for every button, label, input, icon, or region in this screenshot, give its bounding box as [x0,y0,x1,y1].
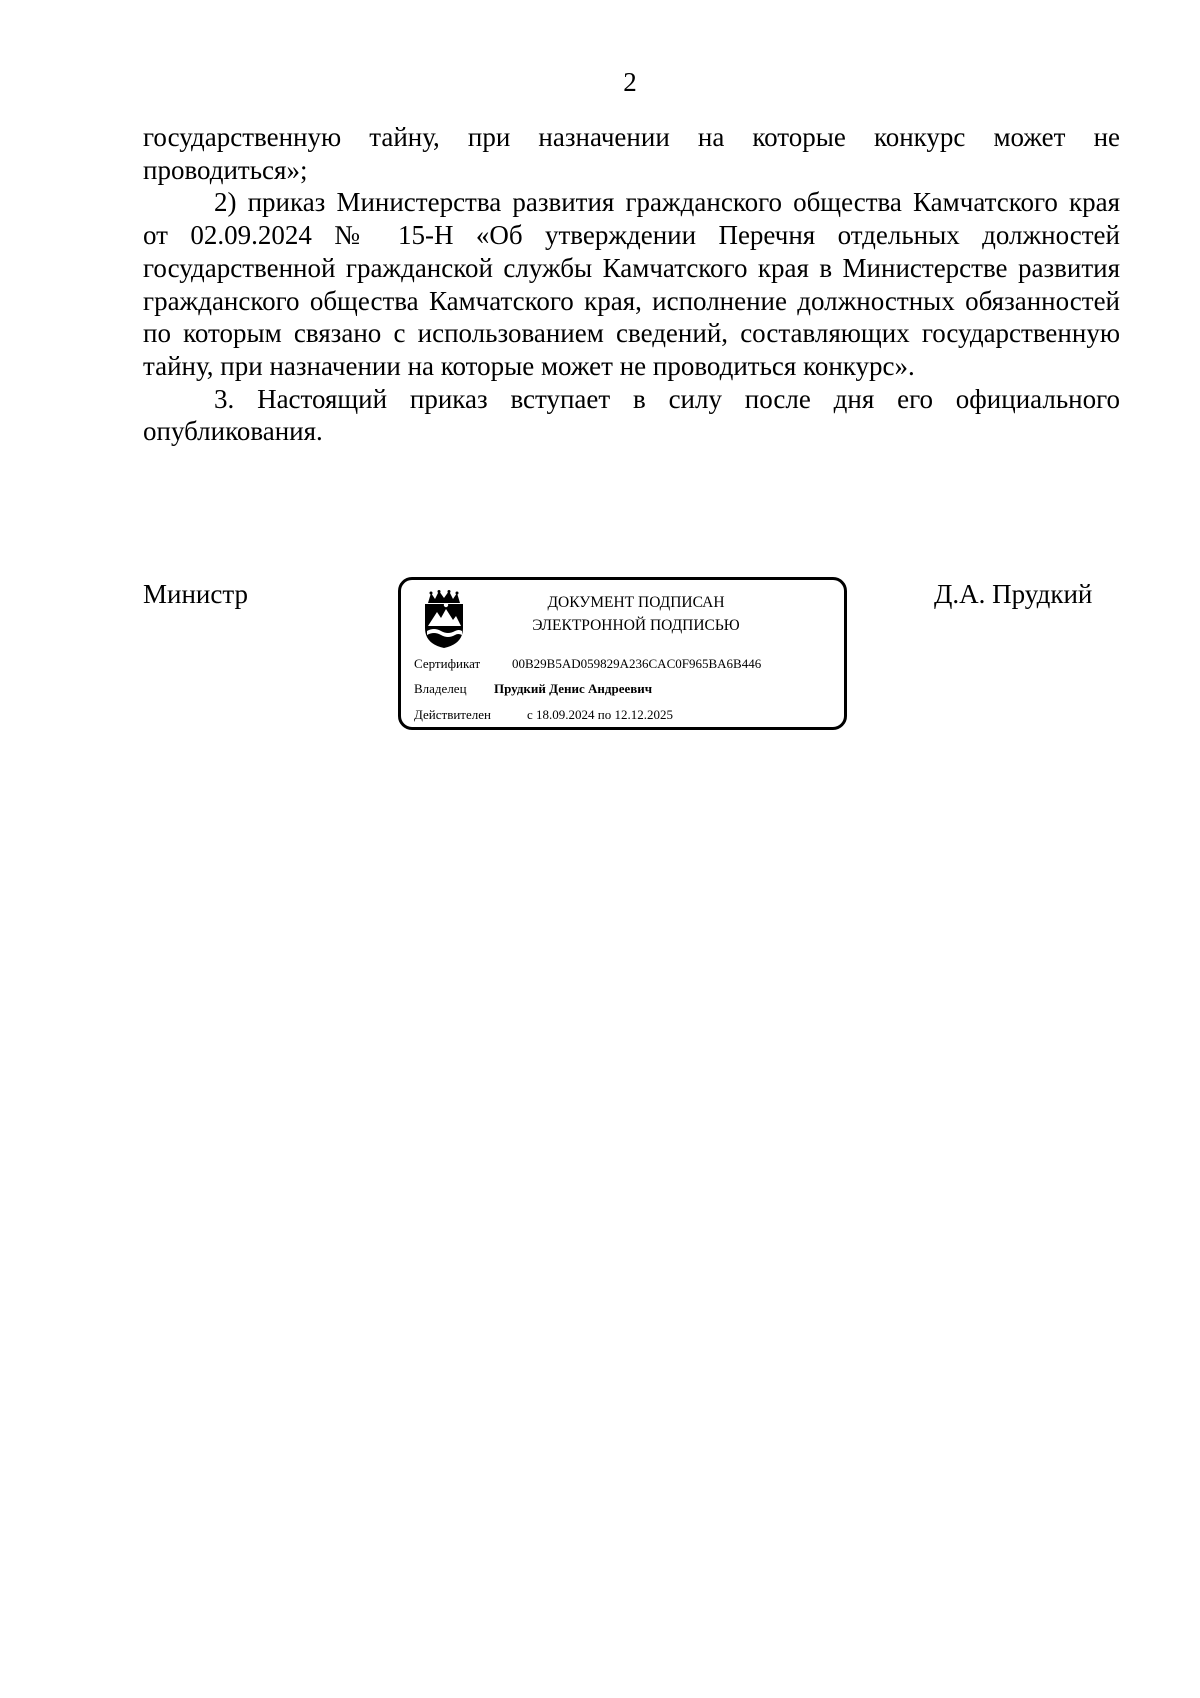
paragraph-continuation: государственную тайну, при назначении на которые конкурс может не проводиться»; [143,122,1120,185]
owner-value: Прудкий Денис Андреевич [494,681,653,696]
signer-name: Д.А. Прудкий [934,579,1093,609]
electronic-signature-stamp [398,577,847,730]
paragraph-item-2: 2) приказ Министерства развития гражданского общества Камчатского края от 02.09.2024 № 15-Н «Об утверждении Перечня отдельных должностей государственной гражданской службы Камчатского края в Министерстве развития гражданского общества Камчатского края, исполнение должностных обязанностей по которым связано с использованием сведений, составляющих государственную тайну, при назначении на которые может не проводиться конкурс». [143,187,1120,381]
stamp-owner-row [414,681,652,697]
stamp-certificate-row [414,656,761,672]
document-body [143,121,1120,448]
stamp-validity-row [414,707,673,723]
kamchatka-coat-of-arms-icon [422,590,466,650]
page-number: 2 [623,67,637,97]
stamp-title-line-1: ДОКУМЕНТ ПОДПИСАН [547,594,725,611]
stamp-title-line-2: ЭЛЕКТРОННОЙ ПОДПИСЬЮ [532,617,740,634]
certificate-value: 00B29B5AD059829A236CAC0F965BA6B446 [512,656,762,671]
stamp-title [491,591,781,637]
certificate-label: Сертификат [414,656,481,671]
validity-value: с 18.09.2024 по 12.12.2025 [527,707,673,722]
signer-position: Министр [143,579,248,609]
owner-label: Владелец [414,681,467,696]
paragraph-item-3: 3. Настоящий приказ вступает в силу после дня его официального опубликования. [143,383,1120,447]
validity-label: Действителен [414,707,491,722]
